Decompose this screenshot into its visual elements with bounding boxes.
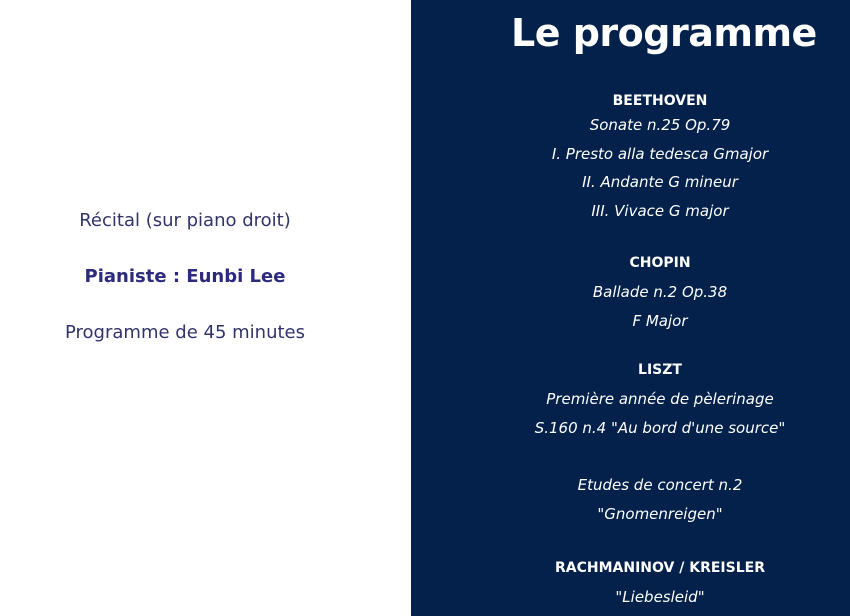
work-line: "Liebesleid": [615, 588, 705, 606]
work-line: "Gnomenreigen": [597, 505, 723, 523]
composer-heading-chopin: CHOPIN: [629, 255, 691, 271]
duration-label: Programme de 45 minutes: [65, 322, 305, 343]
work-line: S.160 n.4 "Au bord d'une source": [534, 419, 786, 437]
pianist-label: Pianiste : Eunbi Lee: [84, 266, 286, 287]
programme-panel: [411, 0, 850, 616]
work-line: Première année de pèlerinage: [546, 390, 774, 408]
composer-heading-rachmaninov-kreisler: RACHMANINOV / KREISLER: [555, 560, 765, 576]
recital-label: Récital (sur piano droit): [79, 210, 291, 231]
work-line: II. Andante G mineur: [582, 173, 738, 191]
work-line: I. Presto alla tedesca Gmajor: [551, 145, 769, 163]
work-line: III. Vivace G major: [591, 202, 729, 220]
work-line: F Major: [632, 312, 688, 330]
composer-heading-beethoven: BEETHOVEN: [612, 93, 708, 109]
info-panel: [0, 0, 411, 616]
work-line: Etudes de concert n.2: [577, 476, 743, 494]
programme-title: Le programme: [511, 11, 817, 55]
work-line: Ballade n.2 Op.38: [592, 283, 728, 301]
work-line: Sonate n.25 Op.79: [589, 116, 731, 134]
composer-heading-liszt: LISZT: [638, 362, 682, 378]
